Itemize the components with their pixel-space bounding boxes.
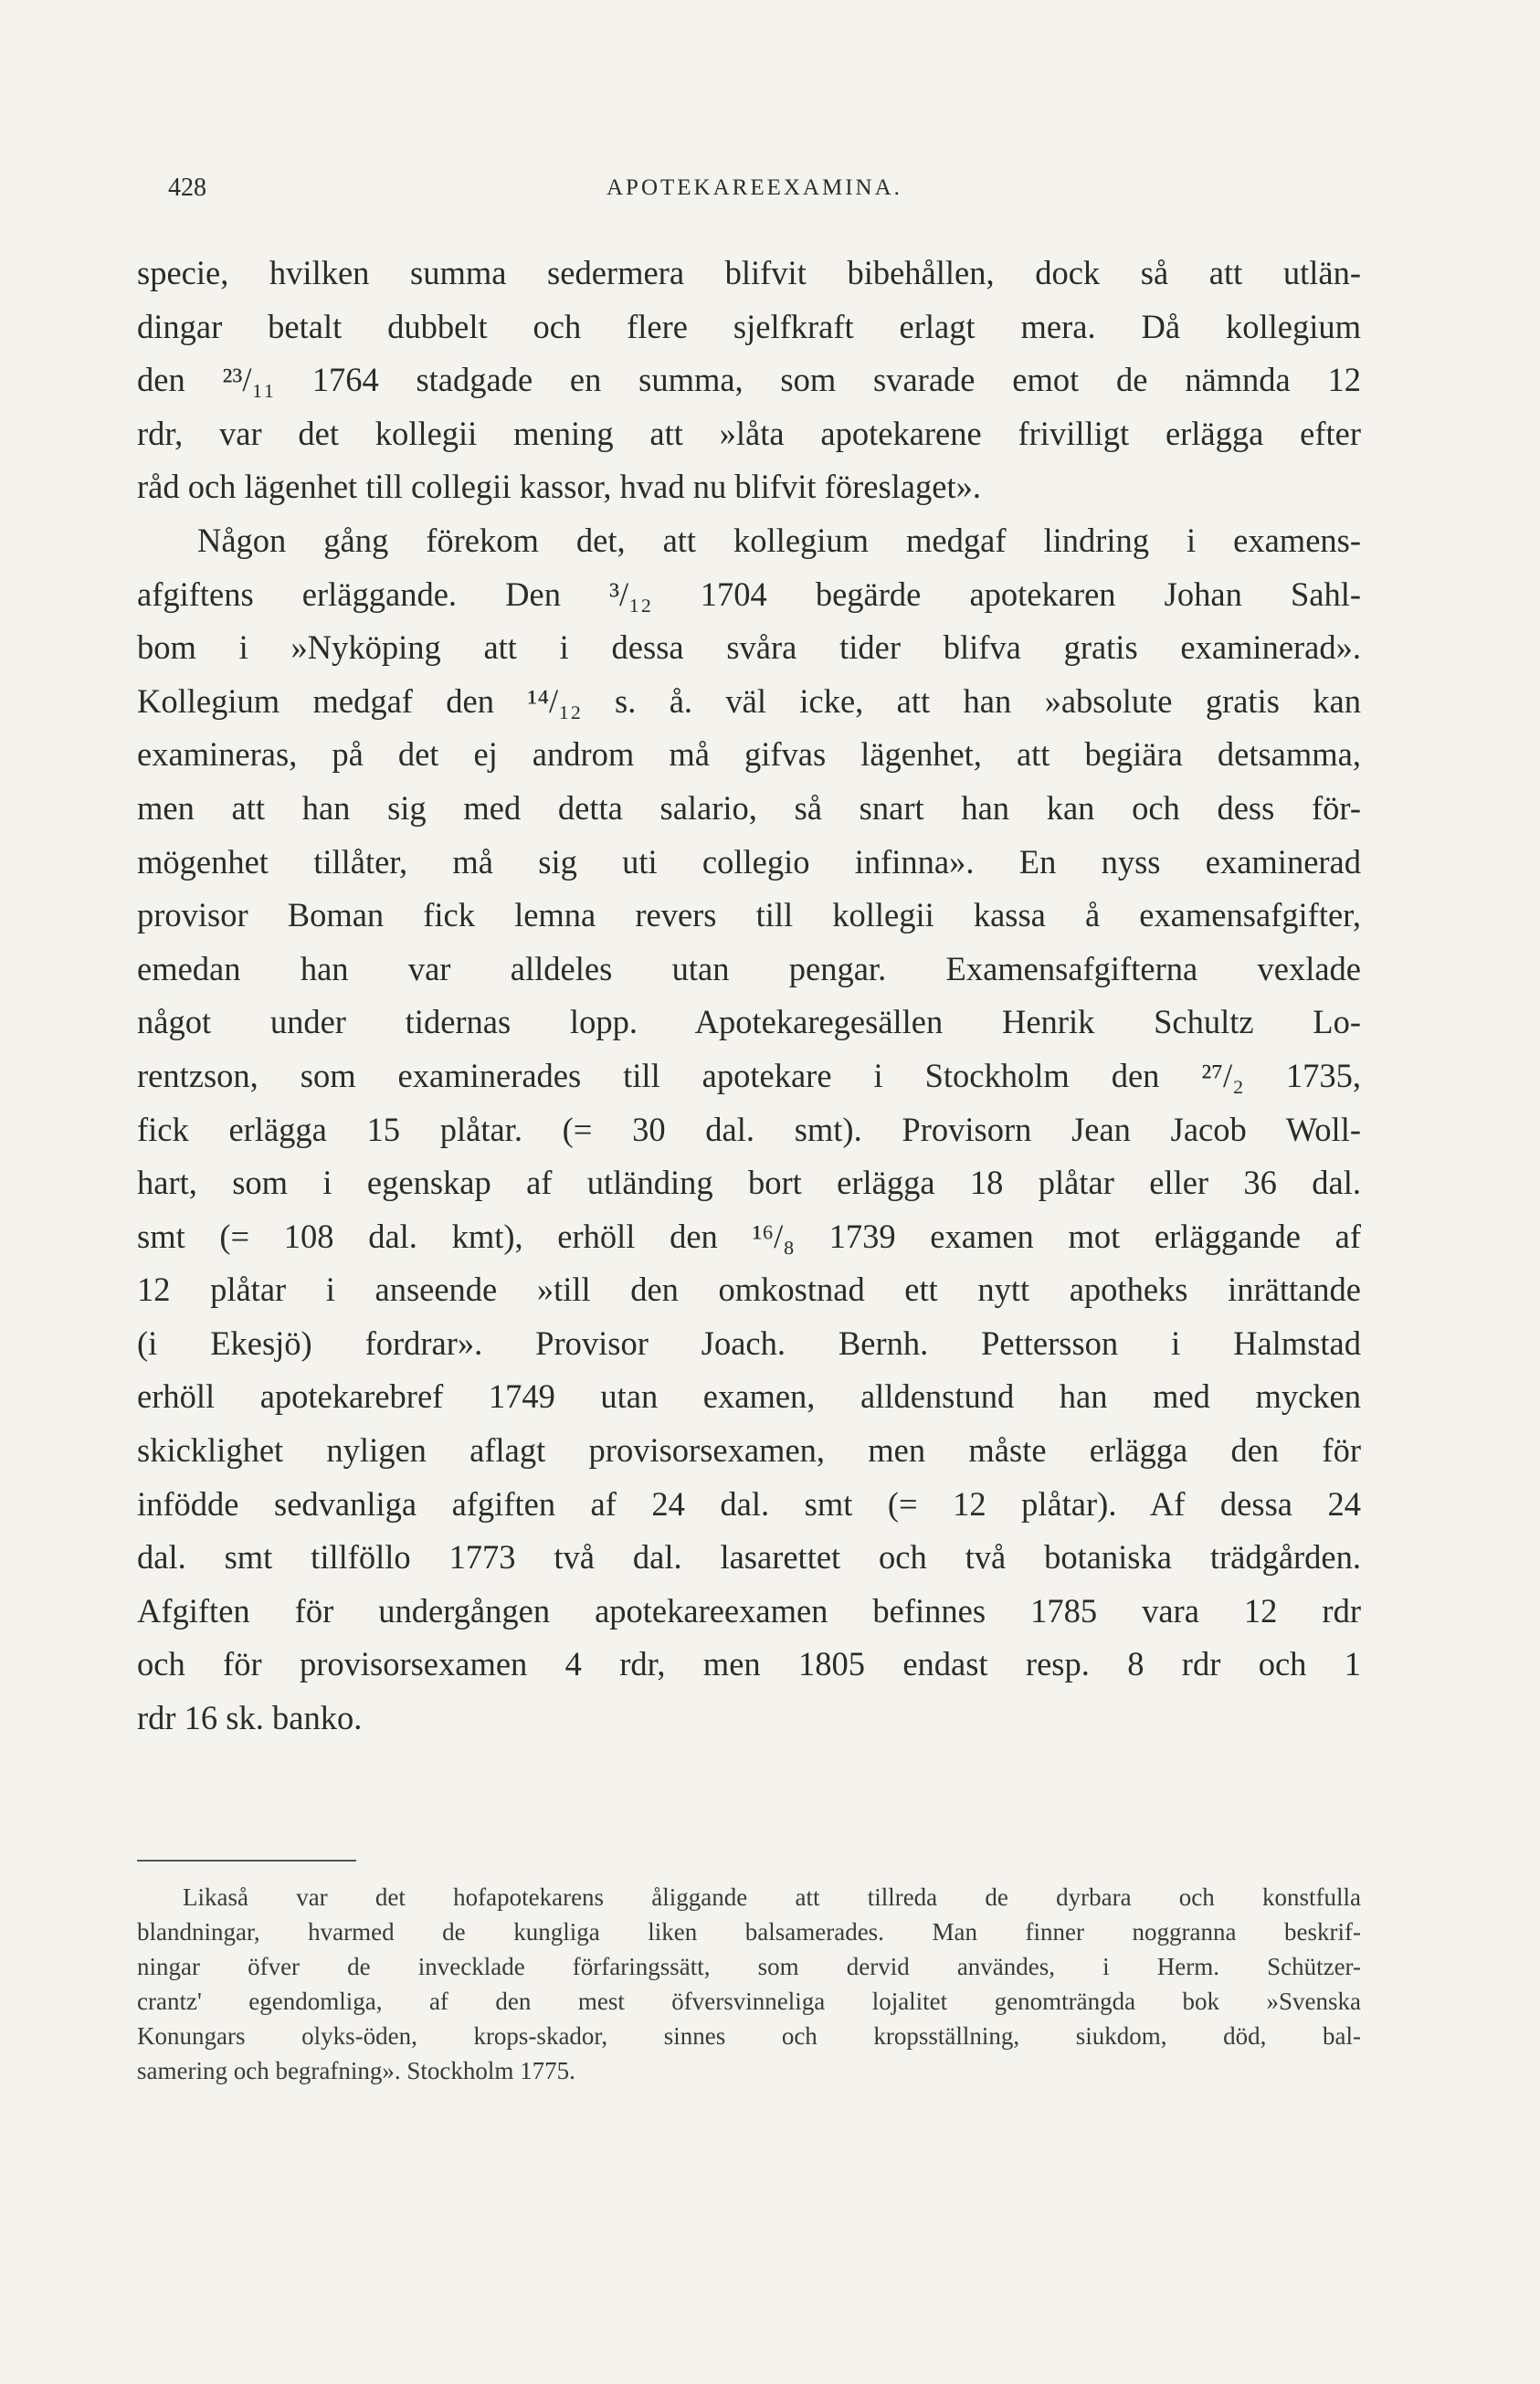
page-number: 428 — [168, 174, 206, 202]
body-line: bom i »Nyköping att i dessa svåra tider blifva gratis examinerad». — [137, 628, 1361, 667]
body-line: provisor Boman fick lemna revers till kollegii kassa å examensafgifter, — [137, 896, 1361, 934]
body-line: men att han sig med detta salario, så snart han kan och dess för- — [137, 788, 1361, 827]
body-line: och för provisorsexamen 4 rdr, men 1805 endast resp. 8 rdr och 1 — [137, 1645, 1361, 1683]
body-line: mögenhet tillåter, må sig uti collegio infinna». En nyss examinerad — [137, 842, 1361, 881]
footnote — [137, 1880, 1361, 2088]
body-line: examineras, på det ej androm må gifvas lägenhet, att begiära detsamma, — [137, 735, 1361, 774]
body-line: (i Ekesjö) fordrar». Provisor Joach. Bernh. Pettersson i Halmstad — [137, 1324, 1361, 1362]
body-line: 12 plåtar i anseende »till den omkostnad ett nytt apotheks inrättande — [137, 1271, 1361, 1309]
body-line: rentzson, som examinerades till apotekare i Stockholm den ²⁷/₂ 1735, — [137, 1056, 1361, 1094]
body-line: smt (= 108 dal. kmt), erhöll den ¹⁶/₈ 1739 examen mot erläggande af — [137, 1217, 1361, 1255]
body-line: erhöll apotekarebref 1749 utan examen, alldenstund han med mycken — [137, 1377, 1361, 1416]
body-line: rdr, var det kollegii mening att »låta apotekarene frivilligt erlägga efter — [137, 414, 1361, 452]
body-line: infödde sedvanliga afgiften af 24 dal. smt (= 12 plåtar). Af dessa 24 — [137, 1484, 1361, 1523]
footnote-line: Likaså var det hofapotekarens åliggande att tillreda de dyrbara och konstfulla — [183, 1883, 1361, 1911]
body-line: den ²³/₁₁ 1764 stadgade en summa, som svarade emot de nämnda 12 — [137, 361, 1361, 399]
body-line: råd och lägenhet till collegii kassor, hvad nu blifvit föreslaget». — [137, 468, 981, 506]
body-line: afgiftens erläggande. Den ³/₁₂ 1704 begärde apotekaren Johan Sahl- — [137, 575, 1361, 613]
body-line: skicklighet nyligen aflagt provisorsexamen, men måste erlägga den för — [137, 1431, 1361, 1470]
footnote-line: ningar öfver de invecklade förfaringssätt, som dervid användes, i Herm. Schützer- — [137, 1953, 1361, 1980]
running-title: APOTEKAREEXAMINA. — [607, 175, 902, 200]
footnote-line: samering och begrafning». Stockholm 1775. — [137, 2057, 575, 2084]
body-line: något under tidernas lopp. Apotekaregesällen Henrik Schultz Lo- — [137, 1003, 1361, 1041]
footnote-line: crantz' egendomliga, af den mest öfversvinneliga lojalitet genomträngda bok »Svenska — [137, 1988, 1361, 2015]
footnote-line: Konungars olyks-öden, krops-skador, sinnes och kropsställning, siukdom, död, bal- — [137, 2022, 1361, 2050]
body-line: fick erlägga 15 plåtar. (= 30 dal. smt). Provisorn Jean Jacob Woll- — [137, 1110, 1361, 1148]
footnote-line: blandningar, hvarmed de kungliga liken balsamerades. Man finner noggranna beskrif- — [137, 1918, 1361, 1946]
body-line: Afgiften för undergången apotekareexamen befinnes 1785 vara 12 rdr — [137, 1591, 1361, 1630]
footnote-rule — [137, 1860, 356, 1862]
body-line: rdr 16 sk. banko. — [137, 1699, 363, 1737]
body-text — [137, 247, 1361, 1746]
running-head — [168, 174, 1383, 210]
body-line: specie, hvilken summa sedermera blifvit bibehållen, dock så att utlän- — [137, 254, 1361, 291]
body-line: dal. smt tillföllo 1773 två dal. lasarettet och två botaniska trädgården. — [137, 1538, 1361, 1577]
body-line: Kollegium medgaf den ¹⁴/₁₂ s. å. väl icke, att han »absolute gratis kan — [137, 681, 1361, 720]
body-line: hart, som i egenskap af utländing bort erlägga 18 plåtar eller 36 dal. — [137, 1164, 1361, 1202]
body-line: Någon gång förekom det, att kollegium medgaf lindring i examens- — [197, 521, 1361, 559]
body-line: emedan han var alldeles utan pengar. Examensafgifterna vexlade — [137, 949, 1361, 987]
body-line: dingar betalt dubbelt och flere sjelfkraft erlagt mera. Då kollegium — [137, 307, 1361, 345]
